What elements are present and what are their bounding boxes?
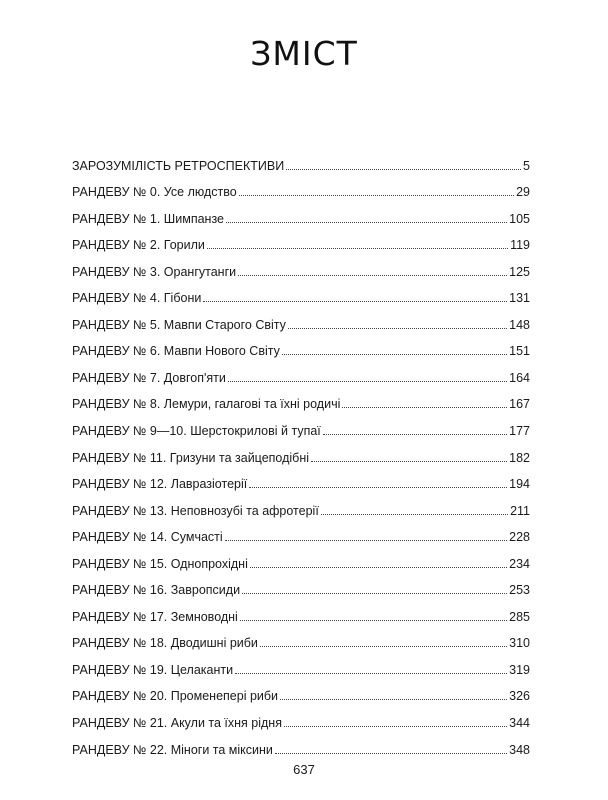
toc-entry: [72, 332, 530, 359]
dot-leader: [321, 514, 508, 515]
toc-entry: [72, 703, 530, 730]
page-title: ЗМІСТ: [250, 34, 358, 73]
toc-entry-title: ЗАРОЗУМІЛІСТЬ РЕТРОСПЕКТИВИ: [72, 158, 285, 173]
dot-leader: [207, 248, 508, 249]
toc-entry: [72, 252, 530, 279]
toc-entry-page: 194: [509, 477, 530, 492]
page-number: 637: [293, 762, 315, 777]
dot-leader: [286, 169, 521, 170]
dot-leader: [342, 407, 507, 408]
dot-leader: [225, 540, 507, 541]
toc-entry: [72, 385, 530, 412]
toc-entry-page: 228: [509, 530, 530, 545]
toc-entry-page: 131: [509, 291, 530, 306]
dot-leader: [250, 567, 507, 568]
dot-leader: [226, 222, 507, 223]
toc-entry-title: РАНДЕВУ № 7. Довгоп'яти: [72, 370, 226, 385]
toc-entry: [72, 677, 530, 704]
toc-entry: [72, 650, 530, 677]
dot-leader: [282, 354, 507, 355]
toc-entry-page: 167: [509, 397, 530, 412]
toc-entry: [72, 411, 530, 438]
toc-entry-title: РАНДЕВУ № 11. Гризуни та зайцеподібні: [72, 450, 310, 465]
toc-entry-page: 105: [509, 211, 530, 226]
dot-leader: [235, 673, 507, 674]
dot-leader: [239, 195, 514, 196]
toc-entry: [72, 730, 530, 757]
toc-entry-title: РАНДЕВУ № 14. Сумчасті: [72, 530, 223, 545]
toc-entry-title: РАНДЕВУ № 8. Лемури, галагові та їхні родичі: [72, 397, 341, 412]
toc-entry-page: 319: [509, 662, 530, 677]
toc-entry-title: РАНДЕВУ № 0. Усе людство: [72, 185, 237, 200]
toc-entry: [72, 465, 530, 492]
toc-entry: [72, 146, 530, 173]
dot-leader: [242, 593, 507, 594]
toc-entry-page: 177: [509, 424, 530, 439]
toc-entry: [72, 279, 530, 306]
dot-leader: [284, 726, 507, 727]
dot-leader: [275, 753, 507, 754]
toc-entry-title: РАНДЕВУ № 2. Горили: [72, 238, 205, 253]
toc-entry-title: РАНДЕВУ № 15. Однопрохідні: [72, 556, 248, 571]
toc-entry: [72, 438, 530, 465]
dot-leader: [238, 275, 507, 276]
toc-entry-title: РАНДЕВУ № 1. Шимпанзе: [72, 211, 224, 226]
toc-entry: [72, 199, 530, 226]
toc-entry-page: 348: [509, 742, 530, 757]
toc-entry: [72, 597, 530, 624]
dot-leader: [288, 328, 507, 329]
dot-leader: [249, 487, 507, 488]
toc-entry-title: РАНДЕВУ № 16. Завропсиди: [72, 583, 241, 598]
toc-entry-page: 285: [509, 609, 530, 624]
toc-entry-page: 253: [509, 583, 530, 598]
table-of-contents: [72, 146, 530, 757]
toc-entry-title: РАНДЕВУ № 9—10. Шерстокрилові й тупаї: [72, 424, 321, 439]
toc-entry-title: РАНДЕВУ № 17. Земноводні: [72, 609, 238, 624]
dot-leader: [240, 620, 507, 621]
dot-leader: [323, 434, 507, 435]
toc-entry-title: РАНДЕВУ № 12. Лавразіотерії: [72, 477, 248, 492]
dot-leader: [203, 301, 507, 302]
toc-entry-title: РАНДЕВУ № 22. Міноги та міксини: [72, 742, 273, 757]
toc-entry-page: 234: [509, 556, 530, 571]
toc-entry: [72, 571, 530, 598]
toc-entry: [72, 544, 530, 571]
toc-entry-page: 125: [509, 264, 530, 279]
toc-entry-page: 310: [509, 636, 530, 651]
toc-entry: [72, 491, 530, 518]
dot-leader: [280, 699, 507, 700]
toc-entry-page: 164: [509, 370, 530, 385]
toc-entry-title: РАНДЕВУ № 6. Мавпи Нового Світу: [72, 344, 280, 359]
toc-entry: [72, 518, 530, 545]
toc-entry: [72, 305, 530, 332]
toc-entry: [72, 624, 530, 651]
toc-entry: [72, 226, 530, 253]
toc-entry-page: 182: [509, 450, 530, 465]
dot-leader: [311, 461, 507, 462]
toc-entry-title: РАНДЕВУ № 19. Целаканти: [72, 662, 234, 677]
dot-leader: [260, 646, 507, 647]
toc-entry-title: РАНДЕВУ № 18. Дводишні риби: [72, 636, 258, 651]
toc-entry-page: 148: [509, 317, 530, 332]
toc-entry-page: 151: [509, 344, 530, 359]
toc-entry-title: РАНДЕВУ № 4. Гібони: [72, 291, 202, 306]
toc-entry: [72, 173, 530, 200]
toc-entry-page: 326: [509, 689, 530, 704]
dot-leader: [228, 381, 507, 382]
toc-entry-title: РАНДЕВУ № 5. Мавпи Старого Світу: [72, 317, 286, 332]
toc-entry-title: РАНДЕВУ № 3. Орангутанги: [72, 264, 237, 279]
toc-entry-page: 5: [523, 158, 530, 173]
toc-entry-title: РАНДЕВУ № 20. Променепері риби: [72, 689, 279, 704]
toc-entry-title: РАНДЕВУ № 13. Неповнозубі та афротерії: [72, 503, 319, 518]
toc-entry-title: РАНДЕВУ № 21. Акули та їхня рідня: [72, 716, 282, 731]
toc-entry: [72, 358, 530, 385]
toc-entry-page: 119: [510, 238, 530, 253]
toc-entry-page: 29: [516, 185, 530, 200]
toc-entry-page: 211: [510, 503, 530, 518]
toc-entry-page: 344: [509, 716, 530, 731]
